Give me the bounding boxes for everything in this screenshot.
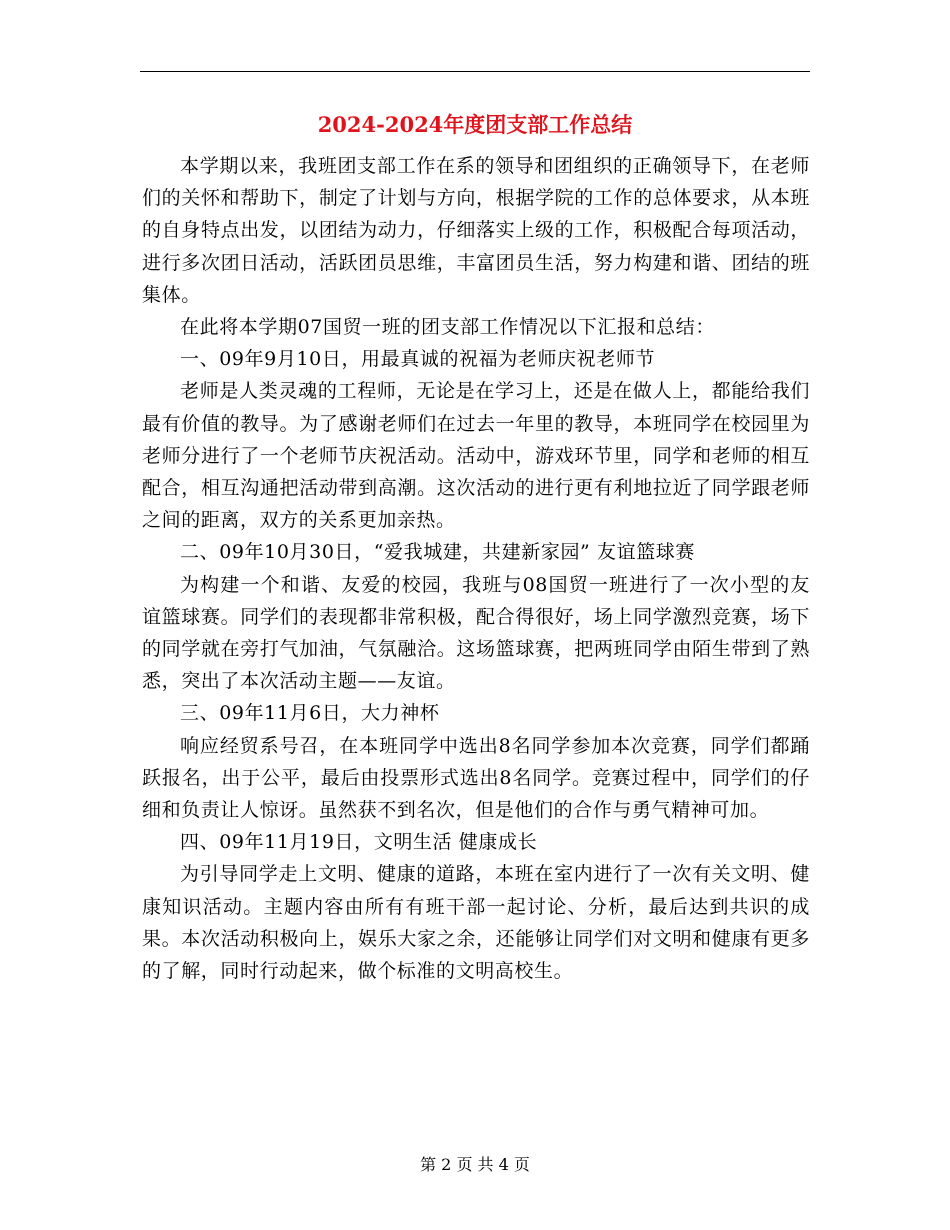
section-heading-1: 一、09年9月10日，用最真诚的祝福为老师庆祝老师节: [180, 348, 656, 371]
section-heading-4: 四、09年11月19日，文明生活 健康成长: [180, 831, 538, 854]
document-title: 2024-2024年度团支部工作总结: [317, 112, 633, 137]
page-number-label: 第 2 页 共 4 页: [420, 1155, 530, 1174]
section-body-1: 老师是人类灵魂的工程师，无论是在学习上，还是在做人上，都能给我们最有价值的教导。为了感谢老师们在过去一年里的教导，本班同学在校园里为老师分进行了一个老师节庆祝活动。活动中，游戏环节里，同学和老师的相互配合，相互沟通把活动带到高潮。这次活动的进行更有利地拉近了同学跟老师之间的距离，双方的关系更加亲热。: [142, 380, 810, 532]
section-body-4: 为引导同学走上文明、健康的道路，本班在室内进行了一次有关文明、健康知识活动。主题内容由所有有班干部一起讨论、分析，最后达到共识的成果。本次活动积极向上，娱乐大家之余，还能够让同学们对文明和健康有更多的了解，同时行动起来，做个标准的文明高校生。: [142, 863, 810, 983]
section-body-2: 为构建一个和谐、友爱的校园，我班与08国贸一班进行了一次小型的友谊篮球赛。同学们的表现都非常积极，配合得很好，场上同学激烈竞赛，场下的同学就在旁打气加油，气氛融洽。这场篮球赛，把两班同学由陌生带到了熟悉，突出了本次活动主题——友谊。: [142, 573, 810, 693]
section-heading-2: 二、09年10月30日，“爱我城建，共建新家园” 友谊篮球赛: [180, 541, 695, 564]
paragraph-intro: 本学期以来，我班团支部工作在系的领导和团组织的正确领导下，在老师们的关怀和帮助下，制定了计划与方向，根据学院的工作的总体要求，从本班的自身特点出发，以团结为动力，仔细落实上级的工作，积极配合每项活动，进行多次团日活动，活跃团员思维，丰富团员生活，努力构建和谐、团结的班集体。: [142, 155, 810, 306]
page-footer: [0, 1153, 950, 1177]
section-body-3: 响应经贸系号召，在本班同学中选出8名同学参加本次竞赛，同学们都踊跃报名，出于公平，最后由投票形式选出8名同学。竞赛过程中，同学们的仔细和负责让人惊讶。虽然获不到名次，但是他们的合作与勇气精神可加。: [142, 734, 810, 822]
header-rule: [140, 71, 810, 72]
section-heading-3: 三、09年11月6日，大力神杯: [180, 702, 440, 725]
document-body: [142, 150, 810, 987]
paragraph-summary-lead: 在此将本学期07国贸一班的团支部工作情况以下汇报和总结：: [180, 316, 715, 339]
